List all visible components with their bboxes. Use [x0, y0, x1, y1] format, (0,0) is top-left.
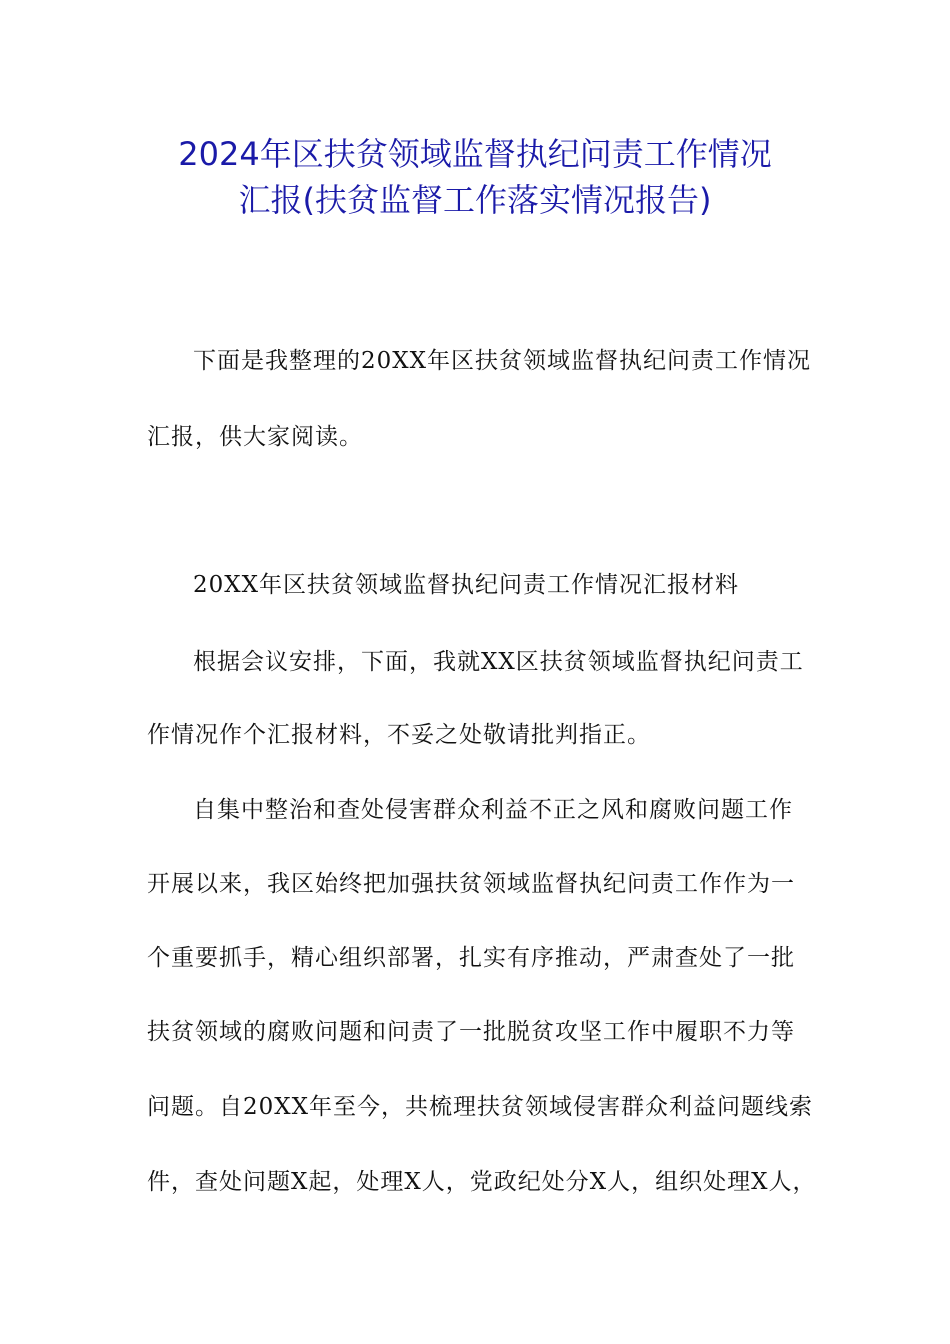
section-heading: 20XX年区扶贫领域监督执纪问责工作情况汇报材料 [193, 572, 740, 598]
paragraph-line: 扶贫领域的腐败问题和问责了一批脱贫攻坚工作中履职不力等 [147, 1019, 795, 1045]
paragraph-line: 汇报，供大家阅读。 [147, 424, 363, 450]
document-title-line-1: 2024年区扶贫领域监督执纪问责工作情况 [178, 135, 772, 173]
paragraph-line: 开展以来，我区始终把加强扶贫领域监督执纪问责工作作为一 [147, 871, 795, 897]
paragraph-line: 问题。自20XX年至今，共梳理扶贫领域侵害群众利益问题线索 [147, 1094, 814, 1120]
paragraph-line: 根据会议安排，下面，我就XX区扶贫领域监督执纪问责工 [193, 649, 804, 675]
document-title-line-2: 汇报(扶贫监督工作落实情况报告) [238, 181, 712, 219]
paragraph-line: 作情况作个汇报材料，不妥之处敬请批判指正。 [147, 722, 651, 748]
paragraph-line: 个重要抓手，精心组织部署，扎实有序推动，严肃查处了一批 [147, 945, 795, 971]
paragraph-line: 件，查处问题X起，处理X人，党政纪处分X人，组织处理X人， [147, 1169, 817, 1195]
paragraph-line: 下面是我整理的20XX年区扶贫领域监督执纪问责工作情况 [193, 348, 812, 374]
paragraph-line: 自集中整治和查处侵害群众利益不正之风和腐败问题工作 [193, 797, 793, 823]
